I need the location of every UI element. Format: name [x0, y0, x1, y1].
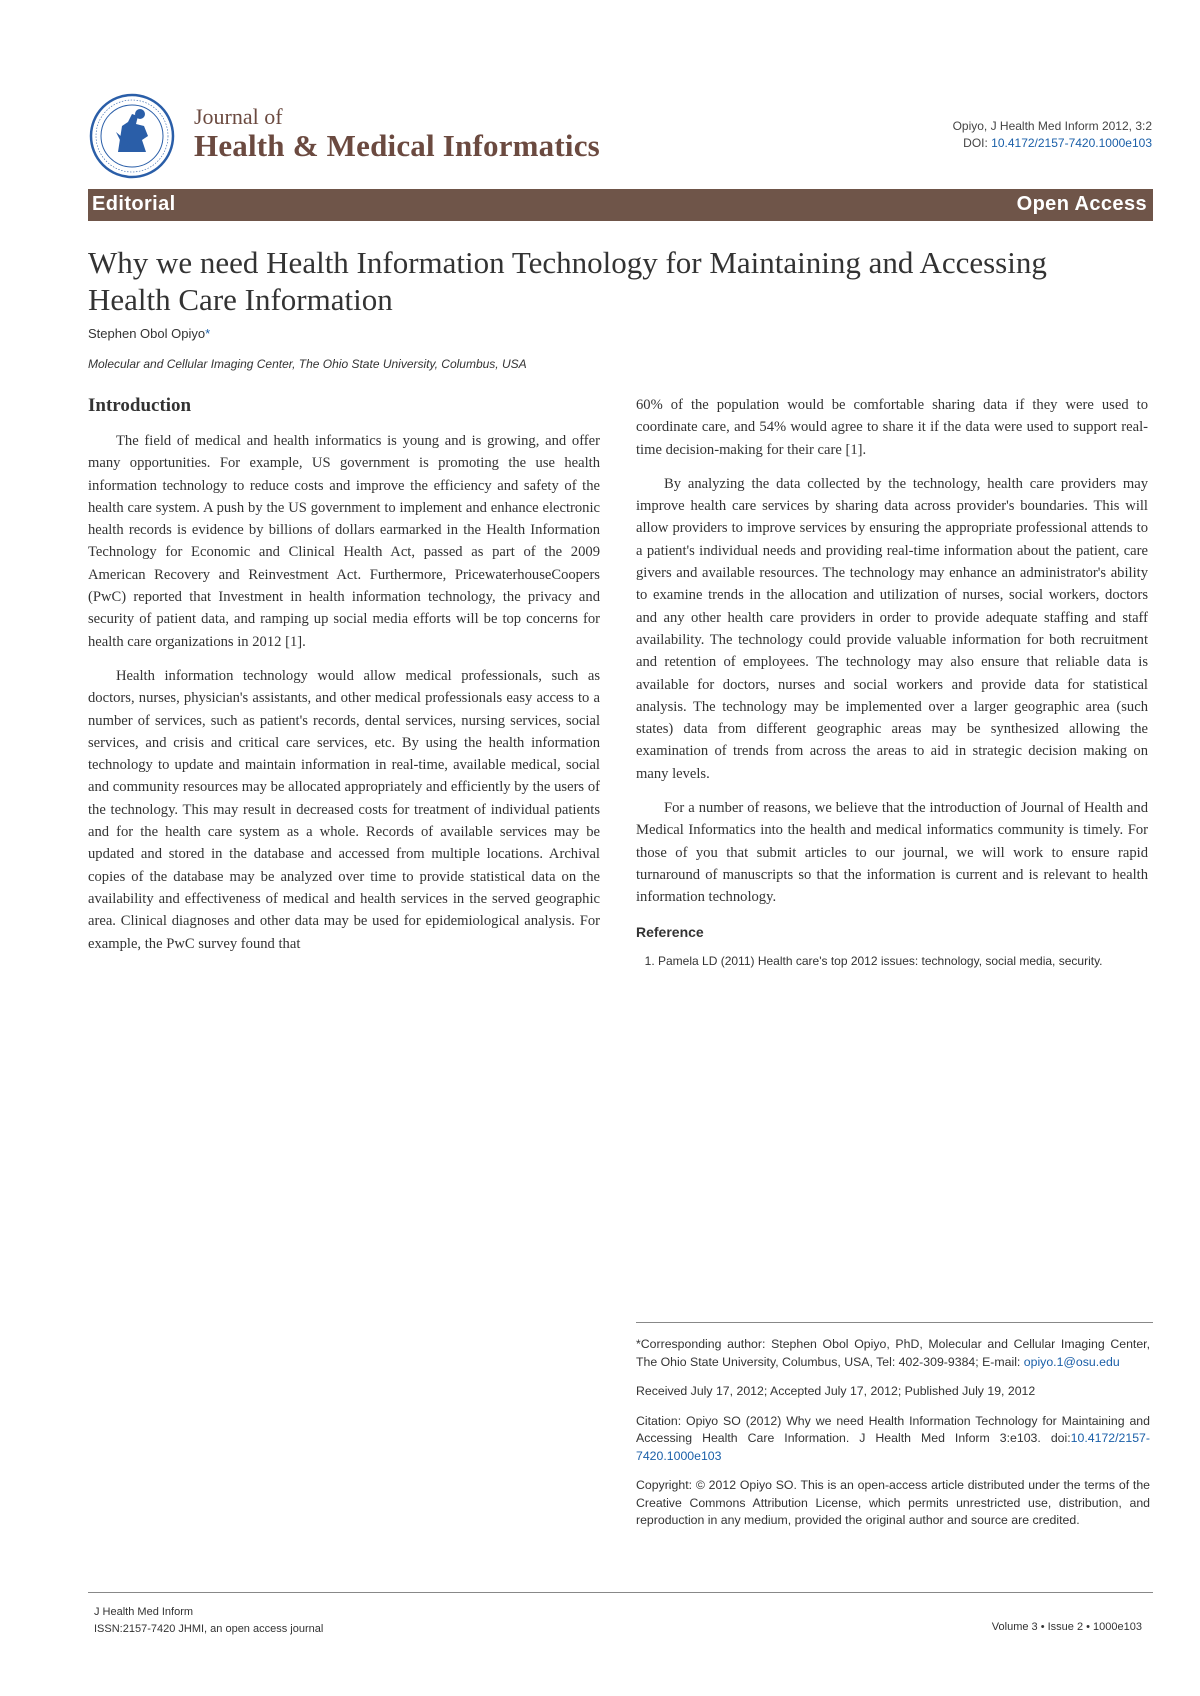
footer-journal-abbrev: J Health Med Inform: [94, 1606, 194, 1618]
citation-note: [636, 1413, 1150, 1466]
copyright-note: Copyright: © 2012 Opiyo SO. This is an open-access article distributed under the terms of the Creative Commons Attribution License, which permits unrestricted use, distribution, and reproduction in any medium, provided the original author and source are credited.: [636, 1478, 1150, 1527]
citation-doi-link[interactable]: 10.4172/2157-7420.1000e103: [636, 1431, 1150, 1463]
paragraph-2: Health information technology would allow medical professionals, such as doctors, nurses, physician's assistants, and other medical professionals easy access to a number of services, such as patient's records, dental services, nursing services, social services, and crisis and critical care services, etc. By using the health information technology to update and maintain information in real-time, available medical, social and community resources may be allocated appropriately and efficiently by the users of the technology. This may result in decreased costs for treatment of individual patients and for the health care system as a whole. Records of available services may be updated and stored in the database and accessed from multiple locations. Archival copies of the database may be analyzed over time to provide statistical data on the availability and effectiveness of medical and health services in the served geographic area. Clinical diagnoses and other data may be used for epidemiological analysis. For example, the PwC survey found that: [88, 667, 600, 952]
body-column-right: [636, 394, 1148, 970]
reference-item: 1. Pamela LD (2011) Health care's top 2012 issues: technology, social media, security.: [658, 953, 1148, 970]
paragraph-5: For a number of reasons, we believe that the introduction of Journal of Health and Medical Informatics into the health and medical informatics community is timely. For those of you that submit articles to our journal, we will work to ensure rapid turnaround of manuscripts so that the information is current and is relevant to health information technology.: [636, 800, 1148, 906]
paragraph-4: By analyzing the data collected by the technology, health care providers may improve health care services by sharing data across provider's boundaries. This will allow providers to improve services by ensuring the appropriate professional attends to a patient's individual needs and providing real-time information about the patient, care givers and available resources. The technology may enhance an administrator's ability to examine trends in the allocation and utilization of nurses, social workers, doctors and any other health care providers in order to provide adequate staffing and staff availability. The technology could provide valuable information for both recruitment and retention of employees. The technology may also ensure that reliable data is available for doctors, nurses and social workers and provide data for statistical analysis. The technology may be implemented over a larger geographic area (such states) data from different geographic areas may be synthesized allowing the examination of trends from across the areas to aid in strategic decision making on many levels.: [636, 475, 1148, 782]
author-name: Stephen Obol Opiyo: [88, 326, 206, 341]
body-column-left: [88, 394, 600, 967]
email-link[interactable]: opiyo.1@osu.edu: [1023, 1354, 1120, 1369]
journal-of-label: Journal of: [194, 104, 283, 129]
footnotes: [636, 1336, 1150, 1542]
header-doi-label: DOI:: [963, 136, 992, 150]
header-citation: [953, 118, 1152, 152]
article-type-label: Editorial: [92, 193, 176, 215]
header-doi: [953, 135, 1152, 152]
affiliation: Molecular and Cellular Imaging Center, The Ohio State University, Columbus, USA: [88, 357, 527, 371]
paragraph-3: 60% of the population would be comfortable sharing data if they were used to coordinate care, and 54% would agree to share it if the data were used to support real-time decision-making for their care [1].: [636, 397, 1148, 458]
paragraph-1: The field of medical and health informatics is young and is growing, and offer many opportunities. For example, US government is promoting the use health information technology to reduce costs and improve the efficiency and safety of the health care system. A push by the US government to implement and enhance electronic health records is evidence by billions of dollars earmarked in the Health Information Technology for Economic and Clinical Health Act, passed as part of the 2009 American Recovery and Reinvestment Act. Furthermore, PricewaterhouseCoopers (PwC) reported that Investment in health information technology, the privacy and security of patient data, and ramping up social media efforts will be top concerns for health care organizations in 2012 [1].: [88, 433, 600, 650]
article-title: Why we need Health Information Technology for Maintaining and Accessing Health Care Information: [88, 245, 1047, 317]
citation-text: Citation: Opiyo SO (2012) Why we need Health Information Technology for Maintaining and Accessing Health Care Information. J Health Med Inform 3:e103. doi:: [636, 1413, 1150, 1445]
open-access-label: Open Access: [1016, 193, 1147, 215]
header-doi-link[interactable]: 10.4172/2157-7420.1000e103: [991, 136, 1152, 150]
footer-left: [94, 1604, 323, 1638]
footer-divider: [88, 1592, 1153, 1593]
footnote-divider: [636, 1322, 1153, 1323]
corresponding-author-note: [636, 1336, 1150, 1371]
author-mark: *: [205, 326, 211, 341]
journal-name: Health & Medical Informatics: [194, 128, 600, 163]
footer-issn: ISSN:2157-7420 JHMI, an open access journal: [94, 1623, 324, 1635]
author-line: [88, 326, 210, 341]
reference-heading: Reference: [636, 923, 704, 940]
reference-list: [636, 953, 1148, 970]
section-heading-introduction: Introduction: [88, 395, 192, 416]
received-dates: Received July 17, 2012; Accepted July 17, 2012; Published July 19, 2012: [636, 1384, 1036, 1398]
header-cite-line: Opiyo, J Health Med Inform 2012, 3:2: [952, 119, 1152, 133]
footer-volume: Volume 3 • Issue 2 • 1000e103: [991, 1621, 1142, 1633]
corresponding-author-text: *Corresponding author: Stephen Obol Opiyo, PhD, Molecular and Cellular Imaging Center, The Ohio State University, Columbus, USA, Tel: 402-309-9384; E-mail:: [636, 1337, 1150, 1369]
journal-logo: [88, 92, 176, 180]
article-type-banner: [88, 189, 1153, 221]
